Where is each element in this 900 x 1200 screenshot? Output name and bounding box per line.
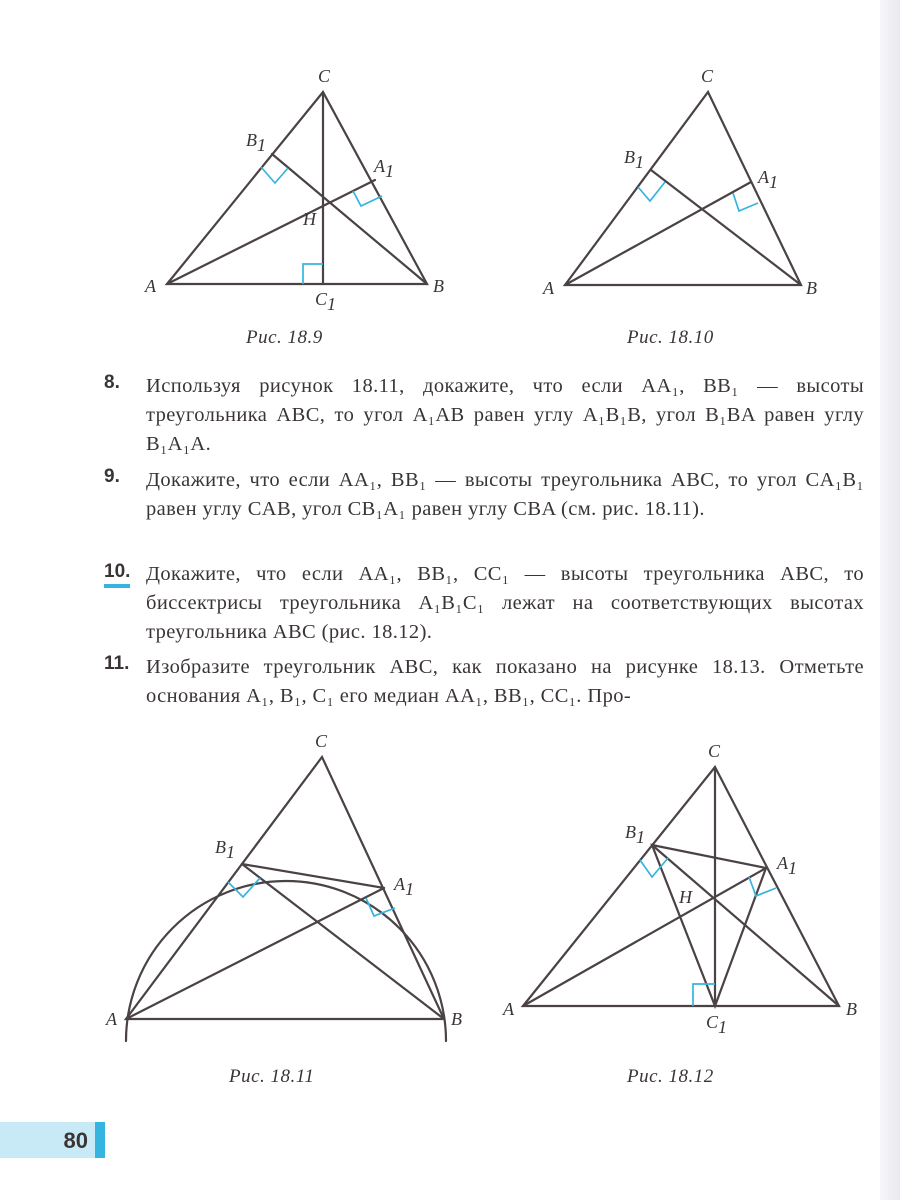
figure-18-9 <box>140 60 480 320</box>
label-b: B <box>806 278 817 298</box>
caption-18-12: Рис. 18.12 <box>627 1066 714 1087</box>
right-angle-mark-b1 <box>261 167 288 183</box>
problem-number: 8. <box>104 372 120 393</box>
altitude-aa1 <box>126 888 384 1019</box>
problem-text: Используя рисунок 18.11, докажите, что если AA₁, BB₁ — высоты треугольника ABC, то угол A₁AB равен углу A₁B₁B, угол B₁BA равен углу B₁A₁A. <box>146 375 864 455</box>
caption-18-11: Рис. 18.11 <box>229 1066 315 1087</box>
altitude-aa1 <box>523 868 766 1006</box>
problem-11 <box>104 653 864 711</box>
label-b1: B1 <box>624 147 644 172</box>
label-a1: A1 <box>758 167 778 192</box>
triangle-abc <box>167 92 427 284</box>
problem-text: Докажите, что если AA₁, BB₁ — высоты треугольника ABC, то угол CA₁B₁ равен углу CAB, угол CB₁A₁ равен углу CBA (см. рис. 18.11). <box>146 469 864 520</box>
figure-18-10 <box>540 60 840 320</box>
triangle-abc <box>565 92 801 285</box>
page-edge-shadow <box>880 0 900 1200</box>
label-a1: A1 <box>394 874 414 899</box>
problem-text: Докажите, что если AA₁, BB₁, CC₁ — высоты треугольника ABC, то биссектрисы треугольника A₁B₁C₁ лежат на соответствующих высотах треугольника ABC (рис. 18.12). <box>146 563 864 643</box>
label-b1: B1 <box>215 837 235 862</box>
altitude-aa1 <box>167 180 375 284</box>
label-c1: C1 <box>706 1012 728 1037</box>
figure-18-12 <box>500 740 870 1040</box>
page-number: 80 <box>63 1128 88 1153</box>
orthic-triangle-a1b1c1 <box>652 845 766 1006</box>
label-c: C <box>315 731 328 751</box>
problem-number: 10. <box>104 560 130 588</box>
label-c: C <box>708 741 721 761</box>
label-a1: A1 <box>374 156 394 181</box>
label-a: A <box>106 1009 117 1029</box>
right-angle-mark-a1 <box>733 193 758 211</box>
label-b: B <box>433 276 444 296</box>
label-b1: B1 <box>625 822 645 847</box>
right-angle-mark-c1 <box>303 264 323 284</box>
page-number-tab <box>0 1122 106 1158</box>
altitude-bb1 <box>651 170 801 285</box>
problem-10 <box>104 560 864 647</box>
label-h: H <box>303 209 316 229</box>
label-c1: C1 <box>315 289 337 314</box>
problem-number: 9. <box>104 466 120 487</box>
label-a: A <box>543 278 554 298</box>
semicircle <box>126 881 446 1041</box>
label-h: H <box>679 887 692 907</box>
caption-18-10: Рис. 18.10 <box>627 327 714 348</box>
problem-9 <box>104 466 864 524</box>
label-a: A <box>503 999 514 1019</box>
problem-8 <box>104 372 864 459</box>
label-a1: A1 <box>777 853 797 878</box>
label-b1: B1 <box>246 130 266 155</box>
label-c: C <box>318 66 331 86</box>
page-number-accent-bar <box>95 1122 105 1158</box>
label-b: B <box>451 1009 462 1029</box>
altitude-aa1 <box>565 182 751 285</box>
right-angle-mark-b1 <box>638 182 665 201</box>
segment-a1b1 <box>242 864 384 888</box>
label-c: C <box>701 66 714 86</box>
label-a: A <box>145 276 156 296</box>
problem-number: 11. <box>104 653 130 674</box>
label-b: B <box>846 999 857 1019</box>
problem-text: Изобразите треугольник ABC, как показано на рисунке 18.13. Отметьте основания A₁, B₁, C₁ его медиан AA₁, BB₁, CC₁. Про- <box>146 656 864 707</box>
caption-18-9: Рис. 18.9 <box>246 327 323 348</box>
figure-18-11 <box>100 730 480 1050</box>
